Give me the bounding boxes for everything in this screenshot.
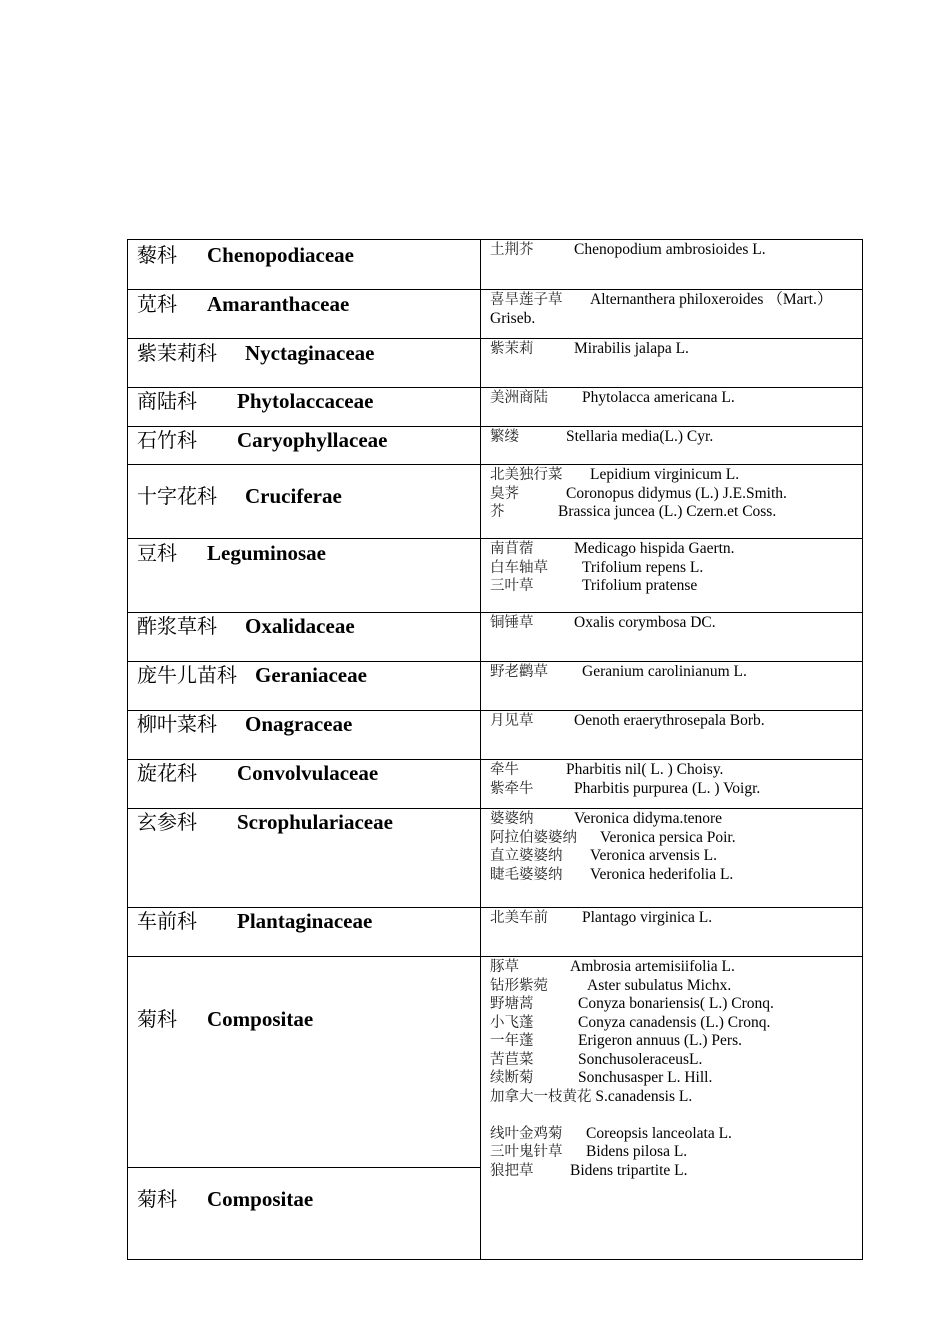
species-latin-name: Stellaria media(L.) Cyr.	[566, 428, 714, 445]
family-chinese-name: 玄参科	[137, 810, 197, 834]
species-latin-name: Veronica persica Poir.	[600, 828, 736, 846]
species-entry	[490, 1014, 774, 1033]
species-chinese-name: 臭荠	[490, 485, 519, 502]
table-row	[127, 808, 863, 907]
species-entry	[490, 847, 736, 866]
species-chinese-name: 三叶鬼针草	[490, 1144, 563, 1160]
family-name	[137, 760, 378, 786]
family-latin-name: Cruciferae	[245, 484, 342, 508]
species-latin-name: Oxalis corymbosa DC.	[574, 614, 716, 631]
species-cell	[481, 662, 862, 710]
species-chinese-name: 直立婆婆纳	[490, 848, 563, 864]
species-entry	[490, 540, 735, 559]
species-chinese-name: 一年蓬	[490, 1033, 534, 1049]
species-entry	[490, 340, 689, 359]
family-cell	[128, 465, 481, 538]
table-row	[127, 289, 863, 338]
family-latin-name: Amaranthaceae	[207, 292, 350, 316]
family-cell	[128, 908, 481, 956]
species-latin-name: Coronopus didymus (L.) J.E.Smith.	[566, 484, 787, 502]
species-chinese-name: 野塘蒿	[490, 996, 534, 1012]
table-row	[127, 538, 863, 612]
species-chinese-name: 紫茉莉	[490, 341, 534, 357]
table-row	[127, 956, 863, 1260]
species-latin-name: Conyza bonariensis( L.) Cronq.	[578, 995, 774, 1012]
species-chinese-name: 婆婆纳	[490, 811, 534, 827]
row-divider	[128, 1167, 481, 1168]
family-name	[137, 291, 349, 317]
family-cell	[128, 388, 481, 426]
family-latin-name: Nyctaginaceae	[245, 341, 375, 365]
species-latin-name: Trifolium pratense	[582, 577, 698, 594]
species-chinese-name: 繁缕	[490, 429, 519, 445]
species-entry	[490, 866, 736, 885]
species-chinese-name: 美洲商陆	[490, 390, 548, 406]
family-latin-name: Chenopodiaceae	[207, 243, 354, 267]
family-name	[137, 388, 373, 414]
species-entry	[490, 241, 766, 260]
species-entry	[490, 810, 736, 829]
species-cell	[481, 427, 862, 464]
species-latin-name: Alternanthera philoxeroides （Mart.）	[590, 291, 833, 308]
species-latin-name: Bidens tripartite L.	[570, 1161, 688, 1179]
family-cell	[128, 290, 481, 338]
species-entry	[490, 577, 735, 596]
family-name	[137, 242, 354, 268]
family-chinese-name: 柳叶菜科	[137, 712, 217, 736]
species-latin-name: Chenopodium ambrosioides L.	[574, 241, 766, 258]
family-latin-name: Onagraceae	[245, 712, 353, 736]
species-latin-name: Plantago virginica L.	[582, 909, 713, 926]
species-latin-name: Erigeron annuus (L.) Pers.	[578, 1032, 742, 1049]
species-latin-name: Pharbitis nil( L. ) Choisy.	[566, 761, 724, 778]
species-chinese-name: 野老鹳草	[490, 664, 548, 680]
table-row	[127, 661, 863, 710]
species-chinese-name: 苦苣菜	[490, 1051, 534, 1068]
family-chinese-name: 商陆科	[137, 389, 197, 413]
family-name-repeated	[137, 1186, 313, 1212]
species-chinese-name: 北美独行菜	[490, 467, 563, 483]
species-chinese-name: 阿拉伯婆婆纳	[490, 829, 577, 846]
species-latin-name: Conyza canadensis (L.) Cronq.	[578, 1013, 771, 1031]
species-latin-name: Brassica juncea (L.) Czern.et Coss.	[558, 503, 777, 520]
species-latin-name: Trifolium repens L.	[582, 558, 704, 576]
species-entry	[490, 503, 787, 522]
species-latin-name: Medicago hispida Gaertn.	[574, 540, 735, 557]
species-latin-name: Phytolacca americana L.	[582, 389, 735, 406]
family-chinese-name: 酢浆草科	[137, 614, 217, 638]
family-latin-name: Compositae	[207, 1187, 314, 1211]
species-cell	[481, 809, 862, 907]
family-name	[137, 1006, 313, 1032]
species-latin-name: Oenoth eraerythrosepala Borb.	[574, 712, 765, 729]
table-row	[127, 387, 863, 426]
species-latin-name: SonchusoleraceusL.	[578, 1050, 703, 1068]
table-row	[127, 759, 863, 808]
species-latin-name: Mirabilis jalapa L.	[574, 340, 689, 357]
species-chinese-name: 白车轴草	[490, 559, 548, 576]
family-cell	[128, 339, 481, 387]
table-row	[127, 612, 863, 661]
species-entry	[490, 663, 747, 682]
family-cell	[128, 711, 481, 759]
species-entry	[490, 466, 787, 485]
species-chinese-name: 豚草	[490, 959, 519, 975]
species-entry	[490, 780, 760, 799]
family-chinese-name: 庞牛儿苗科	[137, 663, 237, 687]
table-row	[127, 426, 863, 464]
species-entry	[490, 1032, 774, 1051]
species-chinese-name: 紫牵牛	[490, 780, 534, 797]
species-cell	[481, 908, 862, 956]
species-entry	[490, 1125, 774, 1144]
family-chinese-name: 十字花科	[137, 484, 217, 508]
family-chinese-name: 车前科	[137, 909, 197, 933]
species-entry	[490, 909, 712, 928]
family-cell	[128, 539, 481, 612]
species-latin-name: Lepidium virginicum L.	[590, 466, 740, 483]
family-latin-name: Leguminosae	[207, 541, 327, 565]
species-cell	[481, 711, 862, 759]
species-entry	[490, 958, 774, 977]
species-author-continuation: Griseb.	[490, 309, 536, 327]
family-name	[137, 427, 387, 453]
species-latin-name: Coreopsis lanceolata L.	[586, 1124, 732, 1142]
species-entry	[490, 829, 736, 848]
table-row	[127, 338, 863, 387]
species-entry	[490, 389, 735, 408]
species-cell	[481, 240, 862, 289]
species-chinese-name: 牵牛	[490, 762, 519, 778]
family-latin-name: Scrophulariaceae	[237, 810, 393, 834]
family-chinese-name: 旋花科	[137, 761, 197, 785]
family-chinese-name: 豆科	[137, 541, 177, 565]
family-chinese-name: 紫茉莉科	[137, 341, 217, 365]
family-latin-name: Compositae	[207, 1007, 314, 1031]
species-cell	[481, 613, 862, 661]
species-entry	[490, 1069, 774, 1088]
family-chinese-name: 石竹科	[137, 428, 197, 452]
family-name	[137, 483, 342, 509]
species-latin-name: Aster subulatus Michx.	[587, 976, 732, 994]
species-latin-name: Ambrosia artemisiifolia L.	[570, 958, 735, 975]
species-latin-name: S.canadensis L.	[595, 1087, 693, 1105]
family-name	[137, 340, 374, 366]
species-chinese-name: 喜旱莲子草	[490, 292, 563, 308]
family-name	[137, 540, 326, 566]
species-entry	[490, 614, 716, 633]
species-cell	[481, 388, 862, 426]
family-name	[137, 662, 367, 688]
species-cell	[481, 957, 862, 1259]
species-entry	[490, 428, 713, 447]
species-entry	[490, 1088, 774, 1107]
family-latin-name: Caryophyllaceae	[237, 428, 388, 452]
family-chinese-name: 苋科	[137, 292, 177, 316]
species-entry	[490, 1051, 774, 1070]
species-latin-name: Bidens pilosa L.	[586, 1143, 688, 1160]
species-chinese-name: 三叶草	[490, 578, 534, 594]
species-chinese-name: 铜锤草	[490, 615, 534, 631]
family-cell	[128, 613, 481, 661]
family-name	[137, 613, 355, 639]
species-chinese-name: 狼把草	[490, 1162, 534, 1179]
species-chinese-name: 加拿大一枝黄花	[490, 1088, 592, 1105]
species-chinese-name: 线叶金鸡菊	[490, 1125, 563, 1142]
species-cell	[481, 339, 862, 387]
family-cell	[128, 240, 481, 289]
table-row	[127, 239, 863, 289]
species-cell	[481, 760, 862, 808]
family-chinese-name: 藜科	[137, 243, 177, 267]
family-name	[137, 809, 393, 835]
species-entry	[490, 995, 774, 1014]
species-cell	[481, 290, 862, 338]
species-chinese-name: 续断菊	[490, 1070, 534, 1086]
species-latin-name: Sonchusasper L. Hill.	[578, 1069, 713, 1086]
species-entry	[490, 712, 765, 731]
species-latin-name: Veronica arvensis L.	[590, 847, 717, 864]
species-latin-name: Veronica hederifolia L.	[590, 865, 734, 883]
table-row	[127, 464, 863, 538]
species-latin-name: Geranium carolinianum L.	[582, 663, 747, 680]
family-name	[137, 908, 372, 934]
species-chinese-name: 芥	[490, 504, 505, 520]
family-cell	[128, 662, 481, 710]
family-cell	[128, 809, 481, 907]
family-latin-name: Geraniaceae	[255, 663, 367, 687]
species-chinese-name: 月见草	[490, 713, 534, 729]
species-cell	[481, 539, 862, 612]
species-latin-name: Veronica didyma.tenore	[574, 810, 723, 827]
species-entry-continuation	[490, 310, 832, 329]
table-row	[127, 710, 863, 759]
table-row	[127, 907, 863, 956]
family-cell	[128, 957, 481, 1259]
family-latin-name: Phytolaccaceae	[237, 389, 374, 413]
species-chinese-name: 北美车前	[490, 910, 548, 926]
species-cell	[481, 465, 862, 538]
species-chinese-name: 钻形紫菀	[490, 977, 548, 994]
family-latin-name: Plantaginaceae	[237, 909, 373, 933]
species-entry	[490, 485, 787, 504]
species-chinese-name: 南苜蓿	[490, 541, 534, 557]
family-cell	[128, 427, 481, 464]
family-latin-name: Convolvulaceae	[237, 761, 379, 785]
species-entry	[490, 1162, 774, 1181]
species-latin-name: Pharbitis purpurea (L. ) Voigr.	[574, 779, 761, 797]
species-chinese-name: 睫毛婆婆纳	[490, 866, 563, 883]
species-entry	[490, 977, 774, 996]
species-chinese-name: 小飞蓬	[490, 1014, 534, 1031]
family-cell	[128, 760, 481, 808]
species-entry	[490, 1143, 774, 1162]
family-chinese-name: 菊科	[137, 1187, 177, 1211]
species-entry	[490, 761, 760, 780]
species-entry	[490, 291, 832, 310]
family-name	[137, 711, 352, 737]
family-chinese-name: 菊科	[137, 1007, 177, 1031]
species-chinese-name: 土荆芥	[490, 242, 534, 258]
species-entry	[490, 559, 735, 578]
family-latin-name: Oxalidaceae	[245, 614, 355, 638]
